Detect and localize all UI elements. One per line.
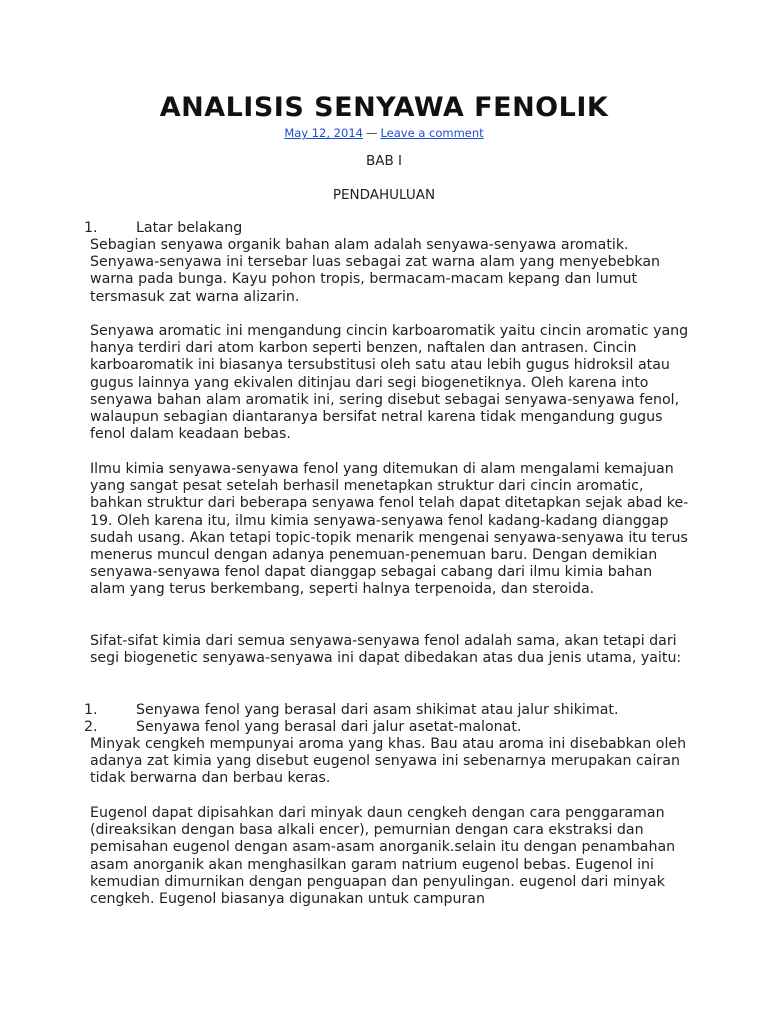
- paragraph: Senyawa aromatic ini mengandung cincin karboaromatik yaitu cincin aromatic yang hanya terdiri dari atom karbon seperti benzen, naftalen dan antrasen. Cincin karboaromatik ini biasanya tersubstitusi oleh satu atau lebih gugus hidroksil atau gugus lainnya yang ekivalen ditinjau dari segi biogenetiknya. Oleh karena into senyawa bahan alam aromatik ini, sering disebut sebagai senyawa-senyawa fenol, walaupun sebagian diantaranya bersifat netral karena tidak mengandung gugus fenol dalam keadaan bebas.: [90, 323, 689, 443]
- section-number: 1.: [84, 220, 98, 236]
- leave-comment-link[interactable]: Leave a comment: [380, 126, 484, 140]
- list-item-text: Senyawa fenol yang berasal dari jalur asetat-malonat.: [136, 719, 522, 735]
- meta-separator: —: [365, 126, 378, 140]
- chapter-heading: PENDAHULUAN: [332, 187, 436, 203]
- chapter-label: BAB I: [365, 153, 403, 169]
- list-item-number: 1.: [84, 702, 98, 718]
- paragraph: Sifat-sifat kimia dari semua senyawa-senyawa fenol adalah sama, akan tetapi dari segi biogenetic senyawa-senyawa ini dapat dibedakan atas dua jenis utama, yaitu:: [90, 633, 682, 667]
- post-date-link[interactable]: May 12, 2014: [284, 126, 363, 140]
- section-title: Latar belakang: [136, 220, 243, 236]
- paragraph: Sebagian senyawa organik bahan alam adalah senyawa-senyawa aromatik. Senyawa-senyawa ini tersebar luas sebagai zat warna alam yang menyebebkan warna pada bunga. Kayu pohon tropis, bermacam-macam kepang dan lumut tersmasuk zat warna alizarin.: [90, 237, 661, 305]
- list-item-number: 2.: [84, 719, 98, 735]
- paragraph: Ilmu kimia senyawa-senyawa fenol yang ditemukan di alam mengalami kemajuan yang sangat pesat setelah berhasil menetapkan struktur dari cincin aromatic, bahkan struktur dari beberapa senyawa fenol telah dapat ditetapkan sejak abad ke-19. Oleh karena itu, ilmu kimia senyawa-senyawa fenol kadang-kadang dianggap sudah usang. Akan tetapi topic-topik menarik mengenai senyawa-senyawa itu terus menerus muncul dengan adanya penemuan-penemuan baru. Dengan demikian senyawa-senyawa fenol dapat dianggap sebagai cabang dari ilmu kimia bahan alam yang terus berkembang, seperti halnya terpenoida, dan steroida.: [90, 461, 689, 598]
- paragraph: Eugenol dapat dipisahkan dari minyak daun cengkeh dengan cara penggaraman (direaksikan dengan basa alkali encer), pemurnian dengan cara ekstraksi dan pemisahan eugenol dengan asam-asam anorganik.selain itu dengan penambahan asam anorganik akan menghasilkan garam natrium eugenol bebas. Eugenol ini kemudian dimurnikan dengan penguapan dan penyulingan. eugenol dari minyak cengkeh. Eugenol biasanya digunakan untuk campuran: [90, 805, 676, 908]
- article-title: ANALISIS SENYAWA FENOLIK: [159, 92, 609, 123]
- list-item-text: Senyawa fenol yang berasal dari asam shikimat atau jalur shikimat.: [136, 702, 619, 718]
- post-meta: [0, 126, 768, 140]
- paragraph: Minyak cengkeh mempunyai aroma yang khas. Bau atau aroma ini disebabkan oleh adanya zat kimia yang disebut eugenol senyawa ini sebenarnya merupakan cairan tidak berwarna dan berbau keras.: [90, 736, 687, 787]
